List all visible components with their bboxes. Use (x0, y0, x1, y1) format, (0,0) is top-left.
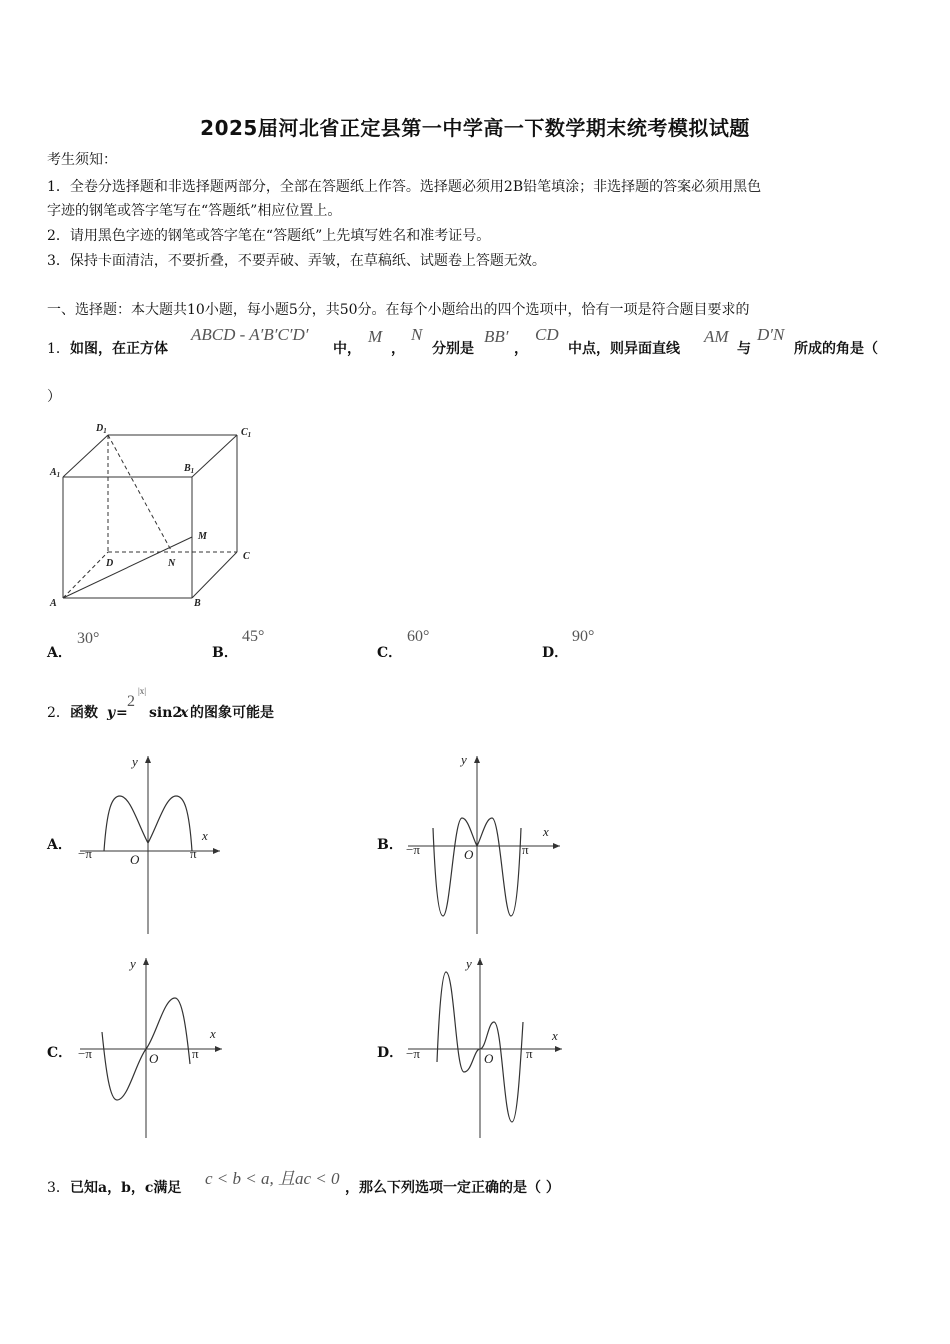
section-heading: 一、选择题：本大题共10小题，每小题5分，共50分。在每个小题给出的四个选项中，恰有一项是符合题目要求的 (47, 302, 750, 318)
vertex-label: B (194, 598, 201, 609)
math-expr: M (368, 327, 383, 346)
notice-item: 3．保持卡面清洁，不要折叠，不要弄破、弄皱，在草稿纸、试题卷上答题无效。 (47, 253, 546, 269)
origin-label: O (464, 847, 474, 862)
x-axis-label: x (202, 828, 208, 843)
question-text: ， (391, 341, 405, 357)
x-axis-label: x (552, 1028, 558, 1043)
notice-item: 1．全卷分选择题和非选择题两部分，全部在答题纸上作答。选择题必须用2B铅笔填涂；非选择题的答案必须用黑色 (47, 179, 762, 195)
option-value: 60° (407, 628, 430, 645)
question-number: 1． (47, 341, 70, 357)
tick-neg-pi: −π (406, 1046, 420, 1061)
origin-label: O (484, 1051, 494, 1066)
tick-neg-pi: −π (78, 1046, 92, 1061)
option-label[interactable]: C． (377, 645, 403, 661)
option-label[interactable]: B． (212, 645, 238, 661)
question-text: ， (514, 341, 528, 357)
hidden-edge (63, 552, 108, 598)
math-var: y (107, 705, 116, 721)
vertex-label: D (106, 558, 114, 569)
vertex-label: A (50, 598, 57, 609)
cube-edge (192, 435, 237, 477)
option-label[interactable]: D． (542, 645, 569, 661)
svg-text:C1 (241, 427, 251, 439)
math-expr: CD (535, 325, 559, 344)
vertex-subscript: 1 (190, 467, 195, 475)
question-text: ，那么下列选项一定正确的是（ ） (345, 1180, 560, 1196)
notice-item: 2．请用黑色字迹的钢笔或答字笔在“答题纸”上先填写姓名和准考证号。 (47, 228, 491, 244)
option-label[interactable]: B． (377, 837, 403, 853)
question-text: 与 (737, 341, 751, 357)
option-label[interactable]: A． (47, 645, 72, 661)
question-text: 中， (333, 341, 361, 357)
graph-a (70, 748, 230, 938)
tick-neg-pi: −π (78, 846, 92, 861)
tick-pi: π (526, 1046, 533, 1061)
option-value: 90° (572, 628, 595, 645)
svg-text:A1 (49, 467, 60, 479)
option-value: 30° (77, 630, 100, 647)
notice-heading: 考生须知： (47, 152, 117, 168)
vertex-subscript: 1 (247, 431, 252, 439)
math-op: = (116, 705, 128, 721)
vertex-label: C (241, 427, 248, 438)
option-label[interactable]: D． (377, 1045, 404, 1061)
x-axis-label: x (543, 824, 549, 839)
vertex-subscript: 1 (103, 427, 107, 435)
vertex-label: B (184, 463, 191, 474)
svg-text:D1 (95, 423, 107, 435)
y-axis-label: y (466, 956, 472, 971)
question-text: 的图象可能是 (190, 705, 274, 721)
question-text: 如图，在正方体 (70, 341, 168, 357)
option-value: 45° (242, 628, 265, 645)
x-axis-label: x (210, 1026, 216, 1041)
tick-pi: π (192, 1046, 199, 1061)
question-text: 所成的角是（ (794, 341, 878, 357)
question-number: 3． (47, 1180, 70, 1196)
graph-c (70, 952, 230, 1142)
y-axis-label: y (130, 956, 136, 971)
math-expr: ABCD - A′B′C′D′ (191, 325, 309, 344)
math-expr: D′N (757, 325, 785, 344)
page-title: 2025届河北省正定县第一中学高一下数学期末统考模拟试题 (200, 116, 750, 140)
segment-d1n (108, 435, 172, 552)
vertex-subscript: 1 (56, 471, 61, 479)
tick-pi: π (522, 842, 529, 857)
graph-b (400, 748, 570, 938)
y-axis-label: y (132, 754, 138, 769)
y-axis-label: y (461, 752, 467, 767)
question-text: 函数 (70, 705, 98, 721)
tick-neg-pi: −π (406, 842, 420, 857)
math-expr: c < b < a, 且ac < 0 (205, 1169, 340, 1188)
question-text: ） (47, 389, 61, 405)
vertex-label: D (96, 423, 104, 434)
vertex-label: C (243, 551, 250, 562)
tick-pi: π (190, 846, 197, 861)
math-expr: AM (704, 327, 729, 346)
math-fn: sin2 (149, 705, 183, 721)
vertex-label: M (198, 531, 207, 542)
option-label[interactable]: C． (47, 1045, 73, 1061)
cube-figure (40, 415, 270, 615)
math-var: x (180, 705, 189, 721)
cube-edge (192, 552, 237, 598)
cube-edge (63, 435, 108, 477)
option-label[interactable]: A． (47, 837, 72, 853)
origin-label: O (149, 1051, 159, 1066)
graph-d (400, 952, 570, 1142)
vertex-label: N (168, 558, 176, 569)
origin-label: O (130, 852, 140, 867)
math-base: 2 (127, 693, 135, 710)
vertex-label: A (50, 467, 57, 478)
math-expr: BB′ (484, 327, 509, 346)
math-expr: N (411, 325, 423, 344)
question-text: 已知a，b，c满足 (70, 1180, 182, 1196)
svg-text:B1 (183, 463, 194, 475)
math-exponent: |x| (138, 686, 147, 696)
question-text: 分别是 (432, 341, 474, 357)
notice-item: 字迹的钢笔或答字笔写在“答题纸”相应位置上。 (47, 203, 342, 219)
question-number: 2． (47, 705, 70, 721)
question-text: 中点，则异面直线 (568, 341, 680, 357)
